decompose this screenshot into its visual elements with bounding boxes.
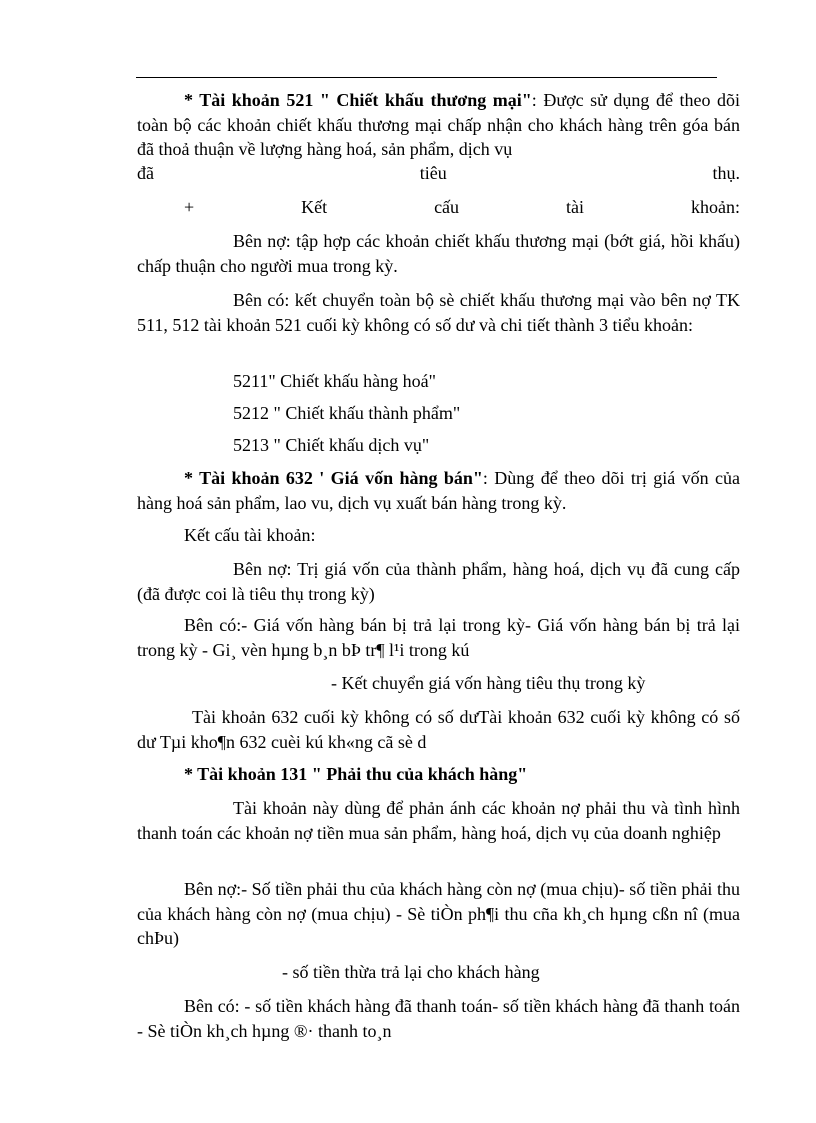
tk632-description: : Dùng để theo dõi trị giá vốn của hàng hoá sản phẩm, lao vu, dịch vụ xuất bán hàng trong kỳ. [137,468,740,513]
ket-chuyen-line: - Kết chuyển giá vốn hàng tiêu thụ trong kỳ [331,673,646,693]
ket-cau-line [184,195,740,220]
header-rule [136,77,717,78]
heading-tk632: * Tài khoản 632 ' Giá vốn hàng bán" [184,468,483,488]
paragraph-ben-co-131: Bên có: - số tiền khách hàng đã thanh toán- số tiền khách hàng đã thanh toán - Sè tiÒn kh¸ch hµng ®· thanh to¸n [137,996,740,1041]
subaccount-5212: 5212 " Chiết khấu thành phẩm" [233,403,461,423]
heading-tk131: * Tài khoản 131 " Phải thu của khách hàng" [184,764,528,784]
ket-cau-tai-khoan: Kết cấu tài khoản: [184,525,316,545]
word: thụ. [712,163,740,183]
word: tài [566,197,584,217]
heading-tk521: * Tài khoản 521 " Chiết khấu thương mại" [184,90,532,110]
paragraph-tk632 [137,466,740,515]
subaccount-5211: 5211" Chiết khấu hàng hoá" [233,371,436,391]
paragraph-ben-co-632: Bên có:- Giá vốn hàng bán bị trả lại trong kỳ- Giá vốn hàng bán bị trả lại trong kỳ - Gi¸ vèn hµng b¸n bÞ tr¶ l¹i trong kú [137,615,740,660]
word: Kết [301,197,328,217]
subaccount-5213: 5213 " Chiết khấu dịch vụ" [233,435,430,455]
paragraph-ben-co-521: Bên có: kết chuyển toàn bộ sè chiết khấu thương mại vào bên nợ TK 511, 512 tài khoản 521 cuối kỳ không có số dư và chi tiết thành 3 tiểu khoản: [137,290,740,335]
paragraph-ben-no-131: Bên nợ:- Số tiền phải thu của khách hàng còn nợ (mua chịu)- số tiền phải thu của khách hàng còn nợ (mua chịu) - Sè tiÒn ph¶i thu cña kh¸ch hµng cßn nî (mua chÞu) [137,879,740,948]
paragraph-tk131-description: Tài khoản này dùng để phản ánh các khoản nợ phải thu và tình hình thanh toán các khoản nợ tiền mua sản phẩm, hàng hoá, dịch vụ của doanh nghiệp [137,798,740,843]
paragraph-ben-no-632: Bên nợ: Trị giá vốn của thành phẩm, hàng hoá, dịch vụ đã cung cấp (đã được coi là tiêu thụ trong kỳ) [137,559,740,604]
word: tiêu [419,163,447,183]
tk521-description: : Được sử dụng để theo dõi toàn bộ các khoản chiết khấu thương mại chấp nhận cho khách hàng trên góa bán đã thoả thuận về lượng hàng hoá, sản phẩm, dịch vụ [137,90,740,159]
so-tien-thua-line: - số tiền thừa trả lại cho khách hàng [282,962,540,982]
tk521-last-line [137,161,740,186]
word: cấu [434,197,460,217]
paragraph-tk632-cuoi-ky: Tài khoản 632 cuối kỳ không có số dưTài khoản 632 cuối kỳ không có số dư Tµi kho¶n 632 cuèi kú kh«ng cã sè d [137,707,740,752]
paragraph-tk521 [137,88,740,162]
word: đã [137,163,154,183]
paragraph-ben-no-521: Bên nợ: tập hợp các khoản chiết khấu thương mại (bớt giá, hồi khấu) chấp thuận cho người mua trong kỳ. [137,231,740,276]
word: khoản: [690,197,740,217]
word: + [184,197,195,217]
